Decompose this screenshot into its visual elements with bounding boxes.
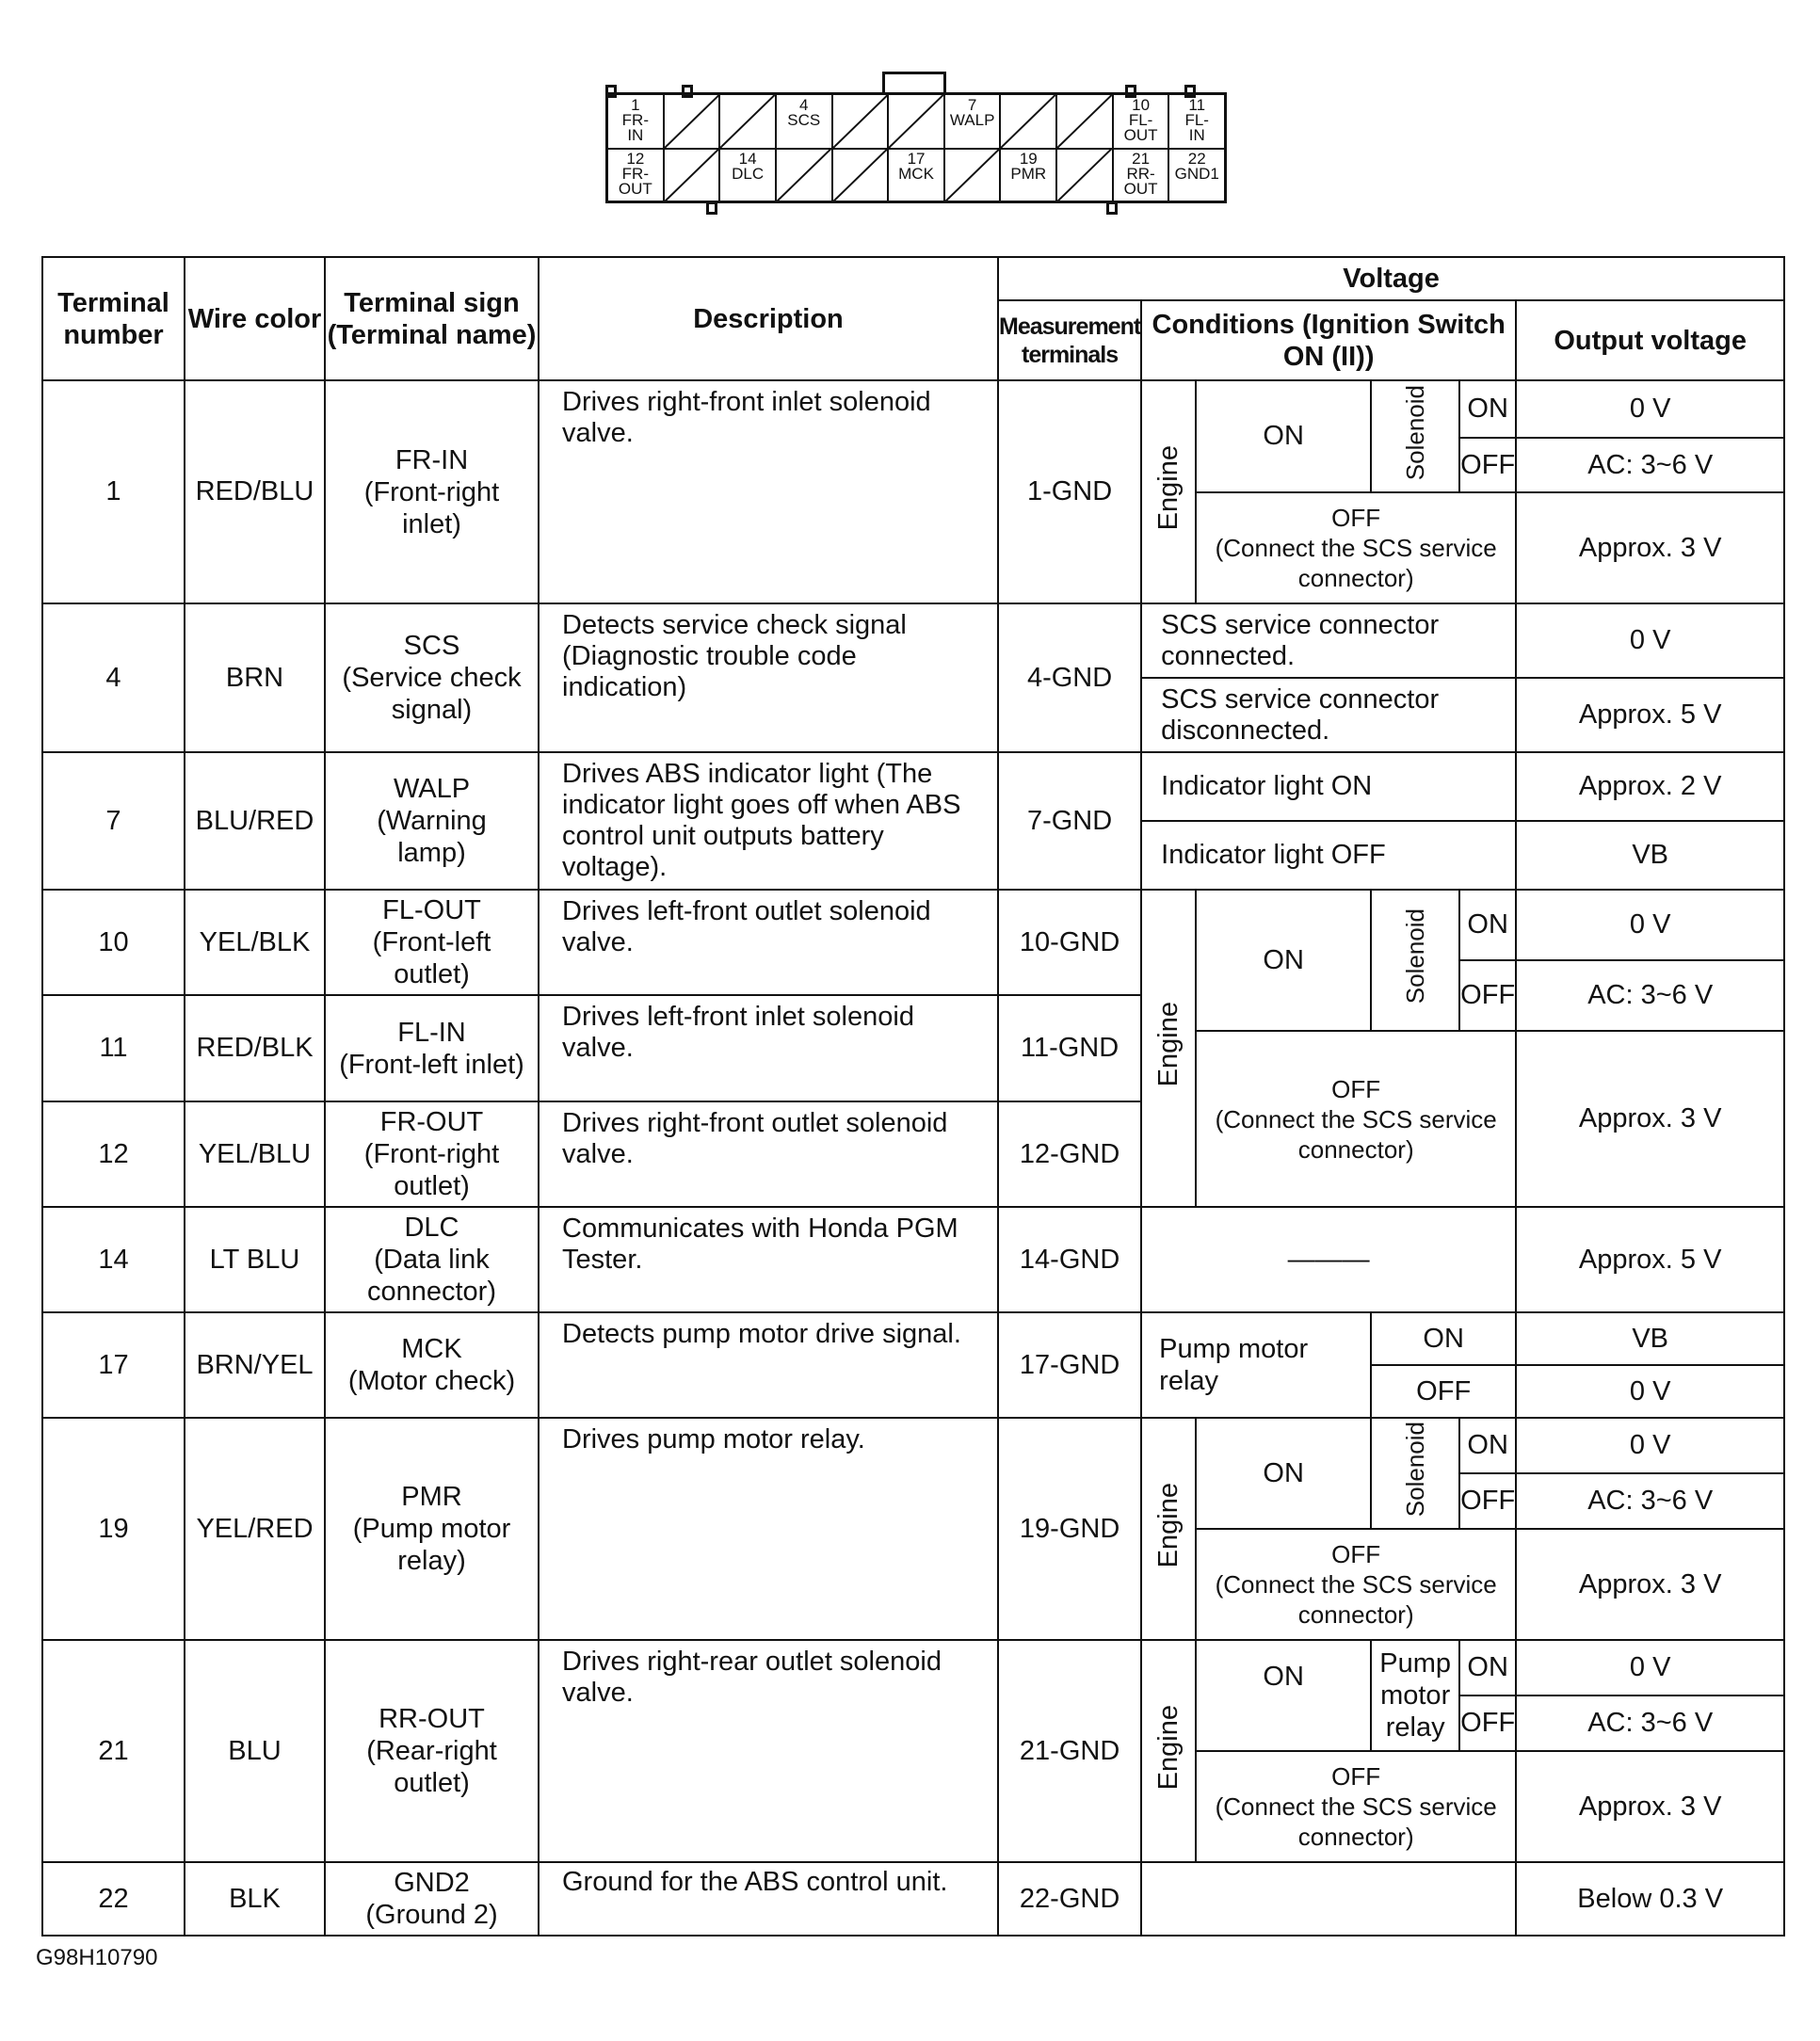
engine-on-label: ON (1196, 380, 1371, 492)
header-terminal-sign: Terminal sign (Terminal name) (325, 257, 539, 380)
figure-code: G98H10790 (36, 1945, 158, 1970)
connector-empty-cavity (833, 149, 890, 201)
terminal-number: 4 (42, 603, 185, 752)
terminal-number: 7 (42, 752, 185, 890)
empty-cavity-slash-icon (720, 95, 775, 148)
output-voltage: Approx. 3 V (1516, 1751, 1784, 1862)
connector-empty-cavity (889, 95, 945, 148)
connector-empty-cavity (945, 149, 1002, 201)
solenoid-label: Solenoid (1371, 1418, 1459, 1529)
header-wire-color: Wire color (185, 257, 325, 380)
engine-off-condition: OFF (Connect the SCS service connector) (1196, 1031, 1516, 1207)
output-voltage: 0 V (1516, 1640, 1784, 1695)
terminal-sign: WALP (Warning lamp) (325, 752, 539, 890)
connector-empty-cavity (777, 149, 833, 201)
engine-off-condition: OFF (Connect the SCS service connector) (1196, 492, 1516, 603)
table-row (42, 1312, 1784, 1365)
empty-cavity-slash-icon (889, 95, 943, 148)
empty-cavity-slash-icon (777, 149, 831, 201)
terminal-number: 19 (42, 1418, 185, 1640)
description: Detects pump motor drive signal. (539, 1312, 998, 1418)
output-voltage: 0 V (1516, 890, 1784, 960)
terminal-sign: PMR (Pump motor relay) (325, 1418, 539, 1640)
description: Communicates with Honda PGM Tester. (539, 1207, 998, 1312)
output-voltage: AC: 3~6 V (1516, 1695, 1784, 1751)
header-measurement-terminals: Measurement terminals (998, 300, 1141, 380)
engine-on-label: ON (1196, 1640, 1371, 1751)
empty-cavity-slash-icon (665, 95, 719, 148)
output-voltage: Below 0.3 V (1516, 1862, 1784, 1936)
connector-pin-17 (889, 149, 945, 201)
measurement-terminals: 7-GND (998, 752, 1141, 890)
relay-off-label: OFF (1459, 1695, 1516, 1751)
terminal-sign: FR-IN (Front-right inlet) (325, 380, 539, 603)
connector-empty-cavity (665, 95, 721, 148)
connector-pin-label: 11 FL- IN (1184, 96, 1209, 144)
output-voltage: Approx. 3 V (1516, 1529, 1784, 1640)
terminal-number: 1 (42, 380, 185, 603)
connector-pin-12 (608, 149, 665, 201)
output-voltage: 0 V (1516, 603, 1784, 678)
measurement-terminals: 17-GND (998, 1312, 1141, 1418)
terminal-sign: MCK (Motor check) (325, 1312, 539, 1418)
wire-color: RED/BLU (185, 380, 325, 603)
connector-lug-bottom-left (706, 201, 717, 215)
output-voltage: AC: 3~6 V (1516, 1473, 1784, 1529)
connector-empty-cavity (1001, 95, 1057, 148)
connector-empty-cavity (665, 149, 721, 201)
output-voltage: VB (1516, 821, 1784, 890)
terminal-sign: DLC (Data link connector) (325, 1207, 539, 1312)
wire-color: BLK (185, 1862, 325, 1936)
solenoid-label: Solenoid (1371, 380, 1459, 492)
description: Drives right-rear outlet solenoid valve. (539, 1640, 998, 1862)
terminal-sign: FR-OUT (Front-right outlet) (325, 1101, 539, 1207)
wire-color: BRN (185, 603, 325, 752)
connector-pin-label: 22 GND1 (1174, 150, 1219, 183)
connector-pin-19 (1001, 149, 1057, 201)
description: Drives right-front inlet solenoid valve. (539, 380, 998, 603)
description: Drives right-front outlet solenoid valve. (539, 1101, 998, 1207)
wire-color: YEL/BLK (185, 890, 325, 995)
terminal-sign: FL-OUT (Front-left outlet) (325, 890, 539, 995)
output-voltage: Approx. 5 V (1516, 678, 1784, 752)
empty-condition (1141, 1862, 1516, 1936)
output-voltage: AC: 3~6 V (1516, 960, 1784, 1031)
wire-color: BLU/RED (185, 752, 325, 890)
terminal-sign: RR-OUT (Rear-right outlet) (325, 1640, 539, 1862)
table-row (42, 890, 1784, 960)
connector-pin-label: 21 RR- OUT (1123, 150, 1158, 198)
connector-pin-label: 12 FR- OUT (618, 150, 652, 198)
pump-motor-relay-label: Pump motor relay (1141, 1312, 1371, 1418)
measurement-terminals: 21-GND (998, 1640, 1141, 1862)
output-voltage: Approx. 5 V (1516, 1207, 1784, 1312)
empty-cavity-slash-icon (1001, 95, 1055, 148)
empty-cavity-slash-icon (833, 149, 888, 201)
wire-color: RED/BLK (185, 995, 325, 1101)
terminal-number: 21 (42, 1640, 185, 1862)
no-condition-dash: ——— (1141, 1207, 1516, 1312)
connector-pin-label: 17 MCK (898, 150, 934, 183)
solenoid-on-label: ON (1459, 890, 1516, 960)
wire-color: BRN/YEL (185, 1312, 325, 1418)
condition: SCS service connector disconnected. (1141, 678, 1516, 752)
empty-cavity-slash-icon (1057, 149, 1112, 201)
connector-latch (882, 72, 946, 94)
engine-off-condition: OFF (Connect the SCS service connector) (1196, 1751, 1516, 1862)
solenoid-off-label: OFF (1459, 438, 1516, 492)
connector-pin-10 (1114, 95, 1170, 148)
measurement-terminals: 4-GND (998, 603, 1141, 752)
wire-color: YEL/BLU (185, 1101, 325, 1207)
empty-cavity-slash-icon (945, 149, 1000, 201)
connector-empty-cavity (1057, 149, 1114, 201)
connector-lug-bottom-right (1106, 201, 1118, 215)
condition-off: OFF (1371, 1365, 1516, 1418)
terminal-number: 17 (42, 1312, 185, 1418)
connector-empty-cavity (1057, 95, 1114, 148)
solenoid-on-label: ON (1459, 380, 1516, 438)
connector-pin-14 (720, 149, 777, 201)
measurement-terminals: 10-GND (998, 890, 1141, 995)
condition: Indicator light ON (1141, 752, 1516, 821)
condition: SCS service connector connected. (1141, 603, 1516, 678)
output-voltage: VB (1516, 1312, 1784, 1365)
header-conditions: Conditions (Ignition Switch ON (II)) (1141, 300, 1516, 380)
connector-pin-label: 14 DLC (732, 150, 765, 183)
engine-label: Engine (1141, 890, 1196, 1207)
terminal-number: 14 (42, 1207, 185, 1312)
engine-label: Engine (1141, 380, 1196, 603)
table-row (42, 380, 1784, 438)
terminal-number: 12 (42, 1101, 185, 1207)
measurement-terminals: 11-GND (998, 995, 1141, 1101)
wire-color: LT BLU (185, 1207, 325, 1312)
pump-motor-relay-label: Pump motor relay (1371, 1640, 1459, 1751)
description: Detects service check signal (Diagnostic trouble code indication) (539, 603, 998, 752)
connector-pin-label: 1 FR- IN (621, 96, 649, 144)
terminal-table (41, 256, 1785, 1937)
condition: Indicator light OFF (1141, 821, 1516, 890)
table-row (42, 603, 1784, 678)
solenoid-on-label: ON (1459, 1418, 1516, 1473)
connector-pin-4 (777, 95, 833, 148)
solenoid-off-label: OFF (1459, 960, 1516, 1031)
description: Drives left-front inlet solenoid valve. (539, 995, 998, 1101)
abs-control-unit-connector (605, 92, 1227, 203)
description: Drives pump motor relay. (539, 1418, 998, 1640)
terminal-sign: GND2 (Ground 2) (325, 1862, 539, 1936)
connector-pin-1 (608, 95, 665, 148)
header-terminal-number: Terminal number (42, 257, 185, 380)
engine-on-label: ON (1196, 890, 1371, 1031)
wire-color: YEL/RED (185, 1418, 325, 1640)
solenoid-off-label: OFF (1459, 1473, 1516, 1529)
engine-off-condition: OFF (Connect the SCS service connector) (1196, 1529, 1516, 1640)
description: Drives left-front outlet solenoid valve. (539, 890, 998, 995)
connector-pin-label: 19 PMR (1010, 150, 1047, 183)
wire-color: BLU (185, 1640, 325, 1862)
solenoid-label: Solenoid (1371, 890, 1459, 1031)
empty-cavity-slash-icon (833, 95, 888, 148)
connector-pin-22 (1169, 149, 1224, 201)
table-row (42, 1418, 1784, 1473)
connector-empty-cavity (833, 95, 890, 148)
connector-top-row (608, 95, 1224, 150)
table-row (42, 1640, 1784, 1695)
table-row (42, 752, 1784, 821)
terminal-sign: SCS (Service check signal) (325, 603, 539, 752)
header-voltage: Voltage (998, 257, 1784, 300)
output-voltage: Approx. 3 V (1516, 492, 1784, 603)
description: Drives ABS indicator light (The indicator light goes off when ABS control unit outputs battery voltage). (539, 752, 998, 890)
empty-cavity-slash-icon (1057, 95, 1112, 148)
output-voltage: Approx. 3 V (1516, 1031, 1784, 1207)
engine-on-label: ON (1196, 1418, 1371, 1529)
terminal-number: 22 (42, 1862, 185, 1936)
measurement-terminals: 19-GND (998, 1418, 1141, 1640)
connector-pin-label: 10 FL- OUT (1123, 96, 1158, 144)
measurement-terminals: 14-GND (998, 1207, 1141, 1312)
terminal-number: 10 (42, 890, 185, 995)
header-description: Description (539, 257, 998, 380)
header-output-voltage: Output voltage (1516, 300, 1784, 380)
connector-empty-cavity (720, 95, 777, 148)
measurement-terminals: 22-GND (998, 1862, 1141, 1936)
connector-pin-7 (945, 95, 1002, 148)
connector-pin-label: 7 WALP (949, 96, 995, 129)
measurement-terminals: 12-GND (998, 1101, 1141, 1207)
output-voltage: AC: 3~6 V (1516, 438, 1784, 492)
connector-pin-11 (1169, 95, 1224, 148)
connector-bottom-row (608, 149, 1224, 201)
engine-label: Engine (1141, 1640, 1196, 1862)
output-voltage: 0 V (1516, 380, 1784, 438)
description: Ground for the ABS control unit. (539, 1862, 998, 1936)
connector-pin-label: 4 SCS (787, 96, 821, 129)
output-voltage: 0 V (1516, 1365, 1784, 1418)
empty-cavity-slash-icon (665, 149, 719, 201)
table-row (42, 1207, 1784, 1312)
condition-on: ON (1371, 1312, 1516, 1365)
relay-on-label: ON (1459, 1640, 1516, 1695)
table-row (42, 1862, 1784, 1936)
output-voltage: 0 V (1516, 1418, 1784, 1473)
terminal-number: 11 (42, 995, 185, 1101)
connector-pin-21 (1114, 149, 1170, 201)
engine-label: Engine (1141, 1418, 1196, 1640)
measurement-terminals: 1-GND (998, 380, 1141, 603)
output-voltage: Approx. 2 V (1516, 752, 1784, 821)
terminal-sign: FL-IN (Front-left inlet) (325, 995, 539, 1101)
